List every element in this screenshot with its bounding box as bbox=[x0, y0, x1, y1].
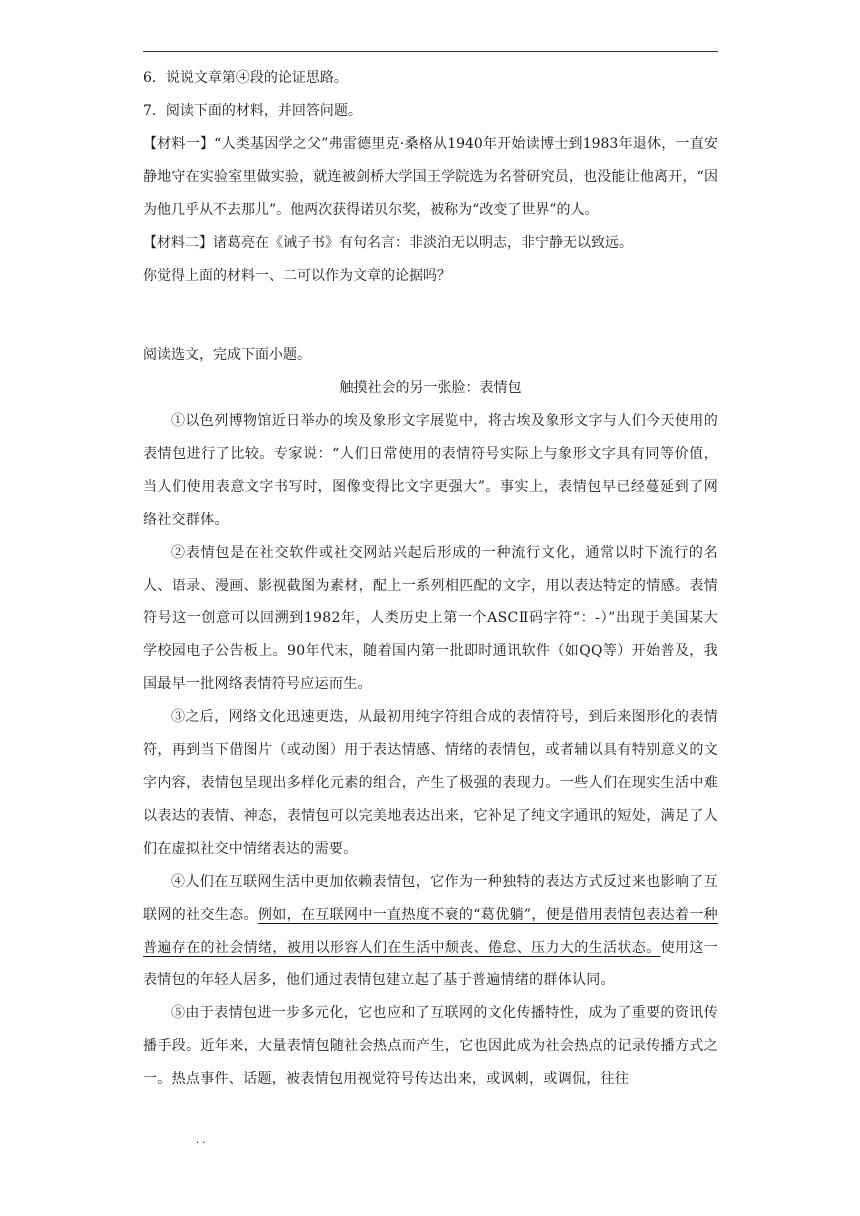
emphasis-dots: ·· bbox=[196, 1138, 209, 1149]
page-content bbox=[143, 62, 718, 1096]
paragraph-4 bbox=[143, 866, 718, 998]
paragraph-1: ①以色列博物馆近日举办的埃及象形文字展览中，将古埃及象形文字与人们今天使用的表情包进行了比较。专家说：“人们日常使用的表情符号实际上与象形文字具有同等价值，当人们使用表意文字书写时，图像变得比文字更强大”。事实上，表情包早已经蔓延到了网络社交群体。 bbox=[143, 413, 718, 528]
paragraph-3: ③之后，网络文化迅速更迭，从最初用纯字符组合成的表情符号，到后来图形化的表情符，再到当下借图片（或动图）用于表达情感、情绪的表情包，或者辅以具有特别意义的文字内容，表情包呈现出多样化元素的组合，产生了极强的表现力。一些人们在现实生活中难以表达的表情、神态，表情包可以完美地表达出来，它补足了纯文字通讯的短处，满足了人们在虚拟社交中情绪表达的需要。 bbox=[143, 709, 718, 857]
question-6: 6．说说文章第④段的论证思路。 bbox=[143, 70, 348, 86]
paragraph-4-intro: ④人们在互联网生活中更加依赖表情包，它作为一种独特的表达方式反过来也影响了互联网的社交生态。 bbox=[143, 873, 718, 923]
top-rule bbox=[143, 51, 718, 52]
question-7-ask: 你觉得上面的材料一、二可以作为文章的论据吗？ bbox=[143, 268, 451, 284]
paragraph-4-underlined-example: 例如，在互联网中一直热度不衰的“葛优躺”，便是借用表情包表达着一种普遍存在的社会情绪，被用以形容人们在生活中颓丧、倦怠、压力大的生活状态。 bbox=[143, 906, 718, 956]
reading-instruction: 阅读选文，完成下面小题。 bbox=[143, 347, 311, 363]
material-one: 【材料一】“人类基因学之父”弗雷德里克·桑格从1940年开始读博士到1983年退休，一直安静地守在实验室里做实验，就连被剑桥大学国王学院选为名誉研究员，也没能让他离开，“因为他几乎从不去那儿”。他两次获得诺贝尔奖，被称为“改变了世界”的人。 bbox=[143, 136, 718, 218]
paragraph-5: ⑤由于表情包进一步多元化，它也应和了互联网的文化传播特性，成为了重要的资讯传播手段。近年来，大量表情包随社会热点而产生，它也因此成为社会热点的记录传播方式之一。热点事件、话题，被表情包用视觉符号传达出来，或讽刺，或调侃，往往 bbox=[143, 1005, 718, 1088]
paragraph-4-end: 使用这一表情包的年轻人居多，他们通过表情包建立起了基于普遍情绪的群体认同。 bbox=[143, 939, 718, 989]
material-two: 【材料二】诸葛亮在《诫子书》有句名言：非淡泊无以明志，非宁静无以致远。 bbox=[143, 235, 633, 251]
question-7: 7．阅读下面的材料，并回答问题。 bbox=[143, 103, 362, 119]
article-title: 触摸社会的另一张脸：表情包 bbox=[339, 380, 522, 396]
paragraph-2: ②表情包是在社交软件或社交网站兴起后形成的一种流行文化，通常以时下流行的名人、语录、漫画、影视截图为素材，配上一系列相匹配的文字，用以表达特定的情感。表情符号这一创意可以回溯到1982年，人类历史上第一个ASCⅡ码字符“：-）”出现于美国某大学校园电子公告板上。90年代末，随着国内第一批即时通讯软件（如QQ等）开始普及，我国最早一批网络表情符号应运而生。 bbox=[143, 544, 718, 693]
